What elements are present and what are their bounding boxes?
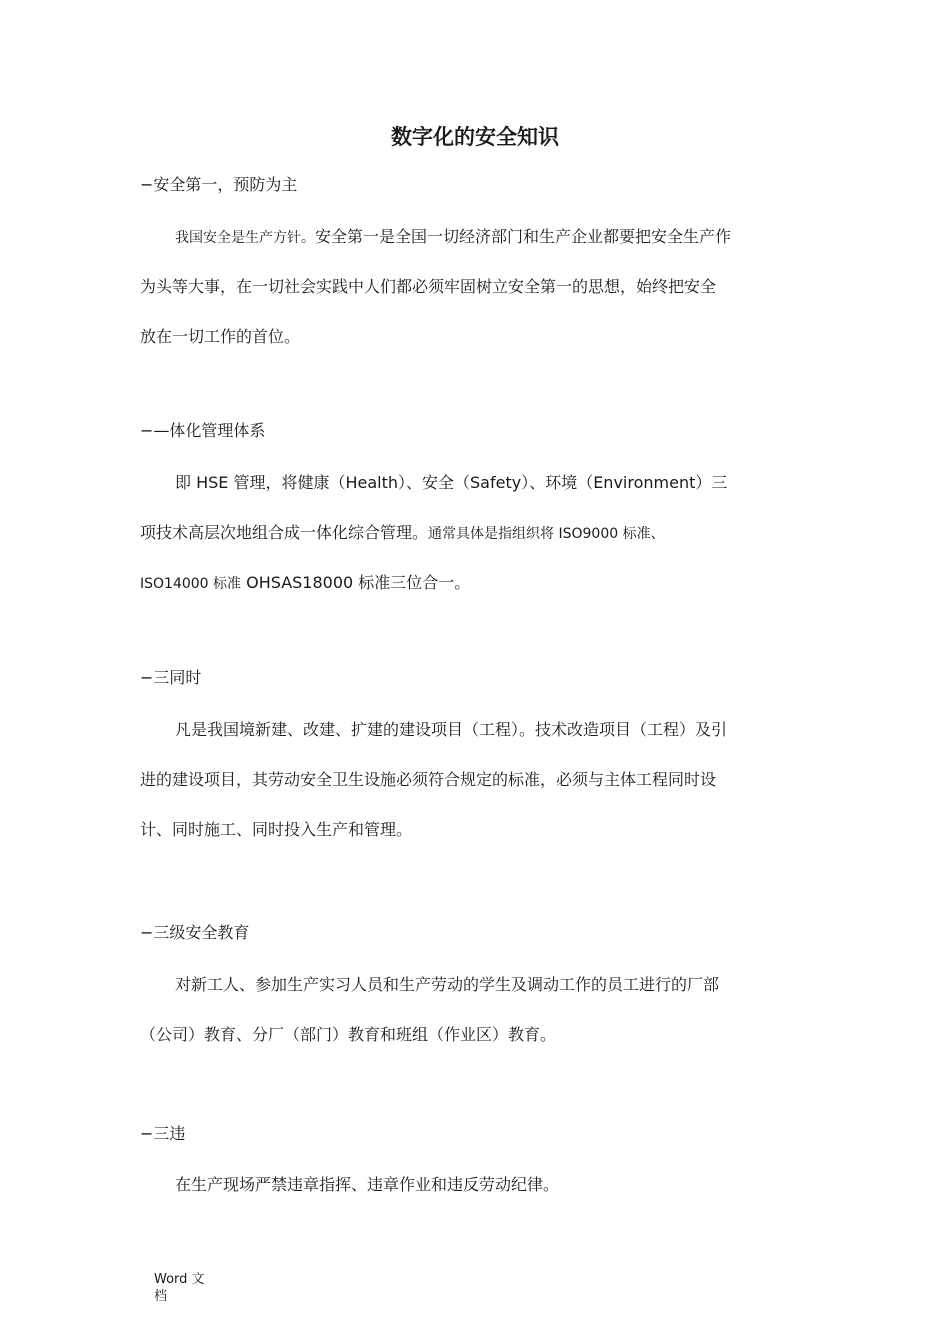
paragraph-line: 凡是我国境新建、改建、扩建的建设项目（工程）。技术改造项目（工程）及引 (175, 720, 728, 739)
section-body-integrated-management (140, 458, 820, 608)
section-body-three-simultaneous (140, 705, 820, 855)
paragraph-line: 为头等大事，在一切社会实践中人们都必须牢固树立安全第一的思想，始终把安全 (140, 277, 717, 296)
paragraph-line: （公司）教育、分厂（部门）教育和班组（作业区）教育。 (140, 1025, 557, 1044)
section-heading-integrated-management: −—体化管理体系 (140, 421, 266, 440)
section-heading-safety-first: −安全第一，预防为主 (140, 175, 298, 194)
section-body-three-level-education (140, 960, 820, 1060)
paragraph-line: 计、同时施工、同时投入生产和管理。 (140, 820, 413, 839)
paragraph-line (140, 212, 820, 262)
paragraph-line: 即 HSE 管理，将健康（Health）、安全（Safety）、环境（Environment）三 (175, 473, 728, 492)
paragraph-line-small: 我国安全是生产方针。 (175, 230, 315, 246)
document-title: 数字化的安全知识 (391, 125, 559, 149)
section-body-three-violations (140, 1160, 820, 1210)
paragraph-line: 进的建设项目，其劳动安全卫生设施必须符合规定的标准，必须与主体工程同时设 (140, 770, 717, 789)
paragraph-line-text: 安全第一是全国一切经济部门和生产企业都要把安全生产作 (315, 227, 732, 246)
paragraph-line-text: 项技术高层次地组合成一体化综合管理。 (140, 523, 429, 542)
paragraph-line-text: OHSAS18000 标准三位合一。 (241, 573, 471, 592)
paragraph-line (140, 558, 820, 608)
paragraph-line-small: ISO14000 标准 (140, 576, 242, 592)
paragraph-line: 放在一切工作的首位。 (140, 327, 301, 346)
paragraph-line: 在生产现场严禁违章指挥、违章作业和违反劳动纪律。 (175, 1175, 560, 1194)
section-body-safety-first (140, 212, 820, 362)
footer-line: Word 文 (154, 1272, 205, 1287)
paragraph-line: 对新工人、参加生产实习人员和生产劳动的学生及调动工作的员工进行的厂部 (175, 975, 720, 994)
section-heading-three-simultaneous: −三同时 (140, 668, 202, 687)
paragraph-line-small: 通常具体是指组织将 ISO9000 标准、 (428, 526, 665, 542)
page-footer (154, 1271, 214, 1305)
section-heading-three-level-education: −三级安全教育 (140, 923, 250, 942)
section-heading-three-violations: −三违 (140, 1124, 186, 1143)
paragraph-line (140, 508, 820, 558)
footer-line: 档 (154, 1289, 168, 1304)
